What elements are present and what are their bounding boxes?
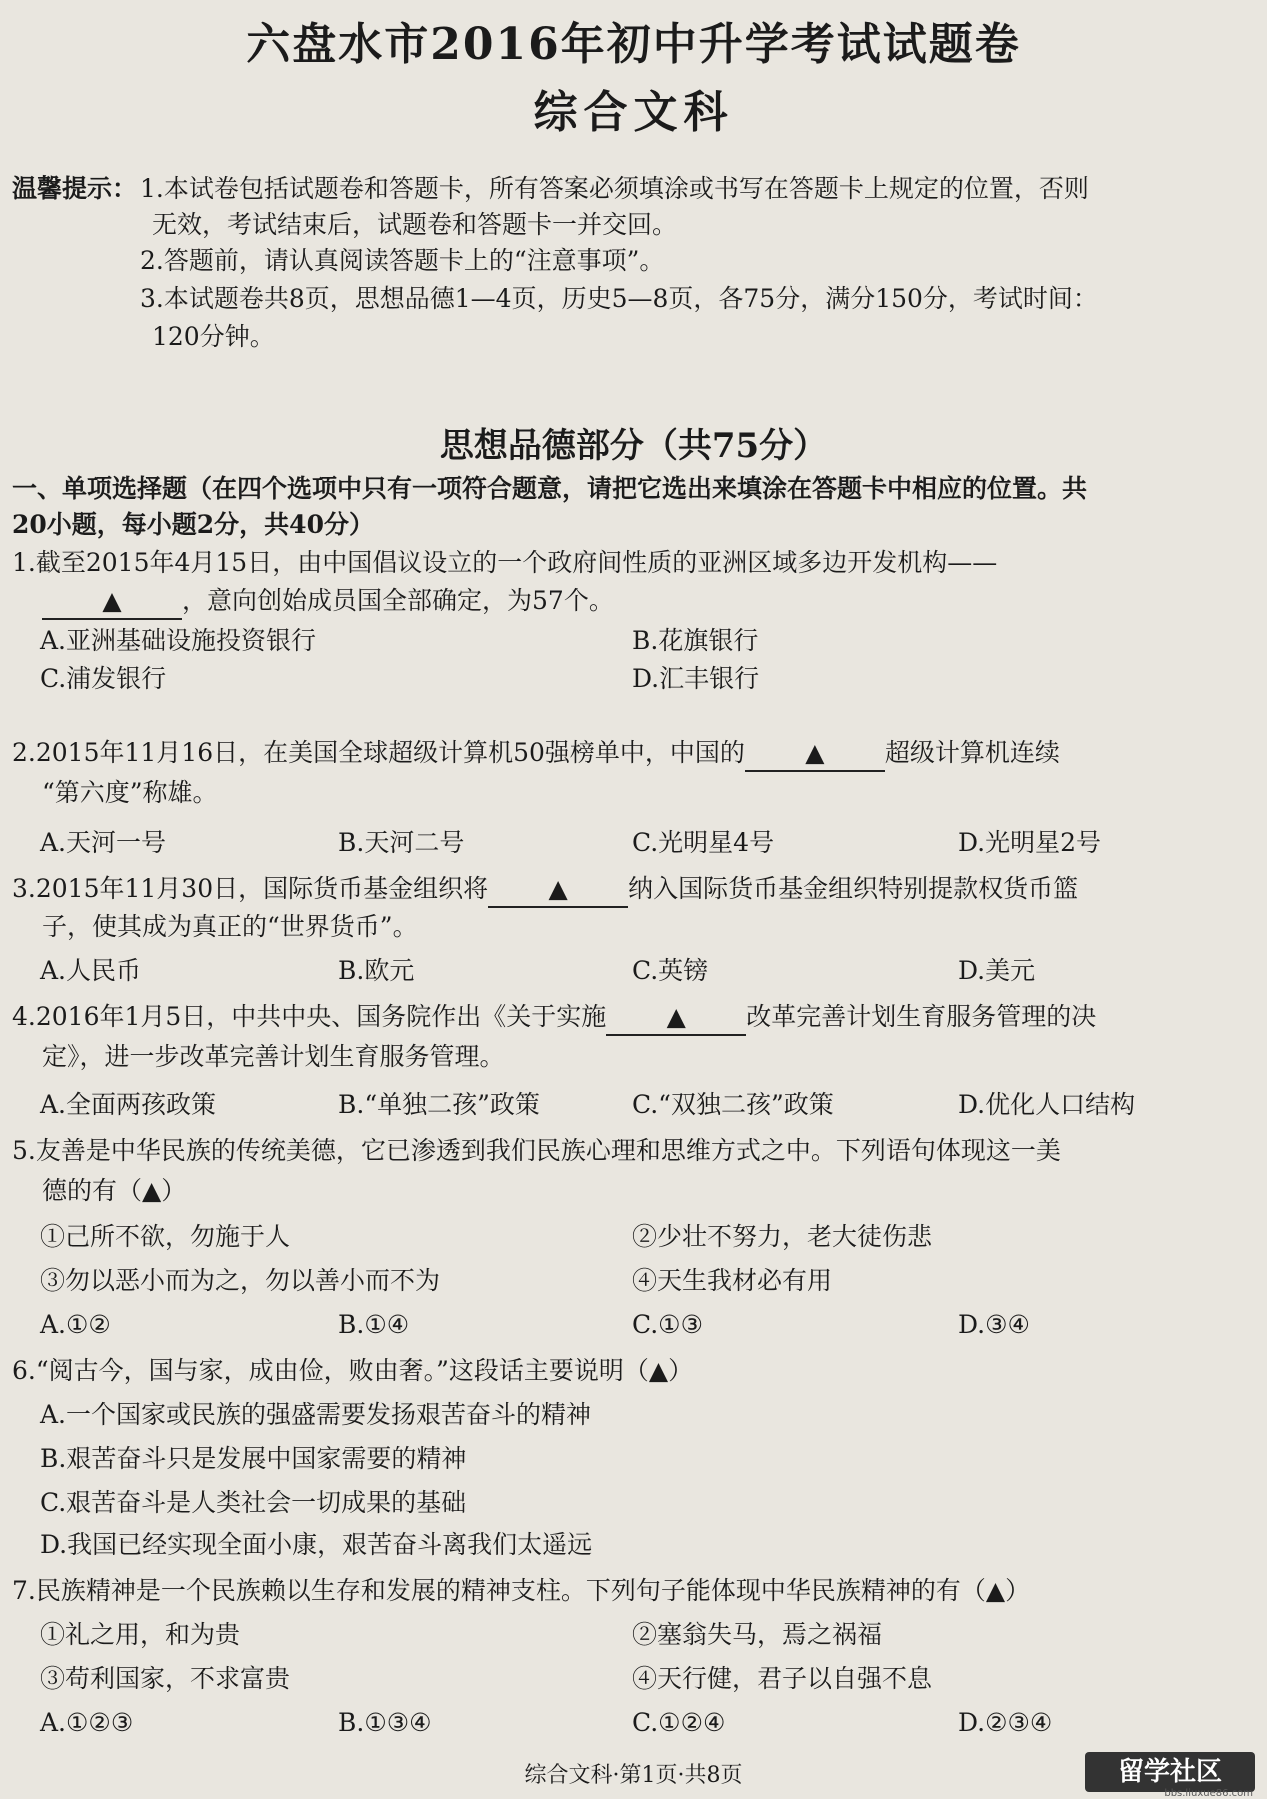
statement-4: ④天行健，君子以自强不息	[632, 1664, 933, 1693]
option-b: B.①④	[338, 1310, 410, 1339]
part1-heading: 一、单项选择题（在四个选项中只有一项符合题意，请把它选出来填涂在答题卡中相应的位置。共	[12, 474, 1088, 503]
part1-heading-cont: 20小题，每小题2分，共40分）	[12, 510, 374, 539]
notice-item: 3.本试题卷共8页，思想品德1—4页，历史5—8页，各75分，满分150分，考试时间：	[140, 284, 1098, 313]
option-a: A.天河一号	[40, 828, 167, 857]
answer-blank: ▲	[606, 1000, 746, 1036]
question-1-cont: ▲ ，意向创始成员国全部确定，为57个。	[42, 584, 614, 620]
notice-item: 1.本试卷包括试题卷和答题卡，所有答案必须填涂或书写在答题卡上规定的位置，否则	[140, 174, 1089, 203]
question-7: 7.民族精神是一个民族赖以生存和发展的精神支柱。下列句子能体现中华民族精神的有（▲）	[12, 1576, 1031, 1605]
option-b: B.花旗银行	[632, 626, 759, 655]
statement-4: ④天生我材必有用	[632, 1266, 833, 1295]
statement-2: ②少壮不努力，老大徒伤悲	[632, 1222, 933, 1251]
statement-3: ③勿以恶小而为之，勿以善小而不为	[40, 1266, 441, 1295]
notice-label: 温馨提示：	[12, 174, 138, 203]
site-watermark: 留学社区	[1085, 1752, 1255, 1792]
option-b: B.“单独二孩”政策	[338, 1090, 540, 1119]
answer-blank: ▲	[488, 872, 628, 908]
option-d: D.汇丰银行	[632, 664, 760, 693]
option-b: B.天河二号	[338, 828, 465, 857]
notice-item: 2.答题前，请认真阅读答题卡上的“注意事项”。	[140, 246, 665, 275]
option-c: C.①③	[632, 1310, 704, 1339]
statement-3: ③苟利国家，不求富贵	[40, 1664, 291, 1693]
question-1: 1.截至2015年4月15日，由中国倡议设立的一个政府间性质的亚洲区域多边开发机构——	[12, 548, 998, 577]
section-title: 思想品德部分（共75分）	[439, 426, 828, 466]
option-a: A.亚洲基础设施投资银行	[40, 626, 317, 655]
question-4: 4.2016年1月5日，中共中央、国务院作出《关于实施 ▲ 改革完善计划生育服务管理的决	[12, 1000, 1096, 1036]
option-a: A.全面两孩政策	[40, 1090, 217, 1119]
option-a: A.一个国家或民族的强盛需要发扬艰苦奋斗的精神	[40, 1400, 592, 1429]
option-b: B.欧元	[338, 956, 415, 985]
option-d: D.光明星2号	[958, 828, 1102, 857]
option-d: D.我国已经实现全面小康，艰苦奋斗离我们太遥远	[40, 1530, 593, 1559]
option-c: C.英镑	[632, 956, 709, 985]
question-2: 2.2015年11月16日，在美国全球超级计算机50强榜单中，中国的 ▲ 超级计算机连续	[12, 736, 1060, 772]
answer-blank: ▲	[42, 584, 182, 620]
question-4-cont: 定》，进一步改革完善计划生育服务管理。	[42, 1042, 505, 1071]
option-c: C.“双独二孩”政策	[632, 1090, 834, 1119]
answer-blank: ▲	[745, 736, 885, 772]
option-a: A.①②③	[40, 1708, 134, 1737]
exam-title: 六盘水市2016年初中升学考试试题卷	[246, 19, 1021, 70]
option-c: C.浦发银行	[40, 664, 167, 693]
option-d: D.③④	[958, 1310, 1030, 1339]
option-c: C.艰苦奋斗是人类社会一切成果的基础	[40, 1488, 467, 1517]
page-footer: 综合文科·第1页·共8页	[524, 1763, 743, 1788]
question-5: 5.友善是中华民族的传统美德，它已渗透到我们民族心理和思维方式之中。下列语句体现这一美	[12, 1136, 1061, 1165]
notice-item: 120分钟。	[152, 322, 275, 351]
question-6: 6.“阅古今，国与家，成由俭，败由奢。”这段话主要说明（▲）	[12, 1356, 694, 1385]
option-c: C.光明星4号	[632, 828, 775, 857]
option-a: A.①②	[40, 1310, 111, 1339]
option-a: A.人民币	[40, 956, 142, 985]
statement-1: ①礼之用，和为贵	[40, 1620, 241, 1649]
option-b: B.艰苦奋斗只是发展中国家需要的精神	[40, 1444, 467, 1473]
option-d: D.优化人口结构	[958, 1090, 1136, 1119]
statement-1: ①己所不欲，勿施于人	[40, 1222, 291, 1251]
statement-2: ②塞翁失马，焉之祸福	[632, 1620, 883, 1649]
notice-item: 无效，考试结束后，试题卷和答题卡一并交回。	[152, 210, 678, 239]
question-5-cont: 德的有（▲）	[42, 1176, 187, 1205]
question-3: 3.2015年11月30日，国际货币基金组织将 ▲ 纳入国际货币基金组织特别提款权货币篮	[12, 872, 1078, 908]
question-3-cont: 子，使其成为真正的“世界货币”。	[42, 912, 418, 941]
watermark-url: bbs.liuxue86.com	[1164, 1788, 1253, 1799]
question-2-cont: “第六度”称雄。	[42, 778, 218, 807]
option-d: D.美元	[958, 956, 1036, 985]
option-c: C.①②④	[632, 1708, 726, 1737]
option-d: D.②③④	[958, 1708, 1053, 1737]
option-b: B.①③④	[338, 1708, 432, 1737]
exam-subtitle: 综合文科	[533, 87, 734, 138]
